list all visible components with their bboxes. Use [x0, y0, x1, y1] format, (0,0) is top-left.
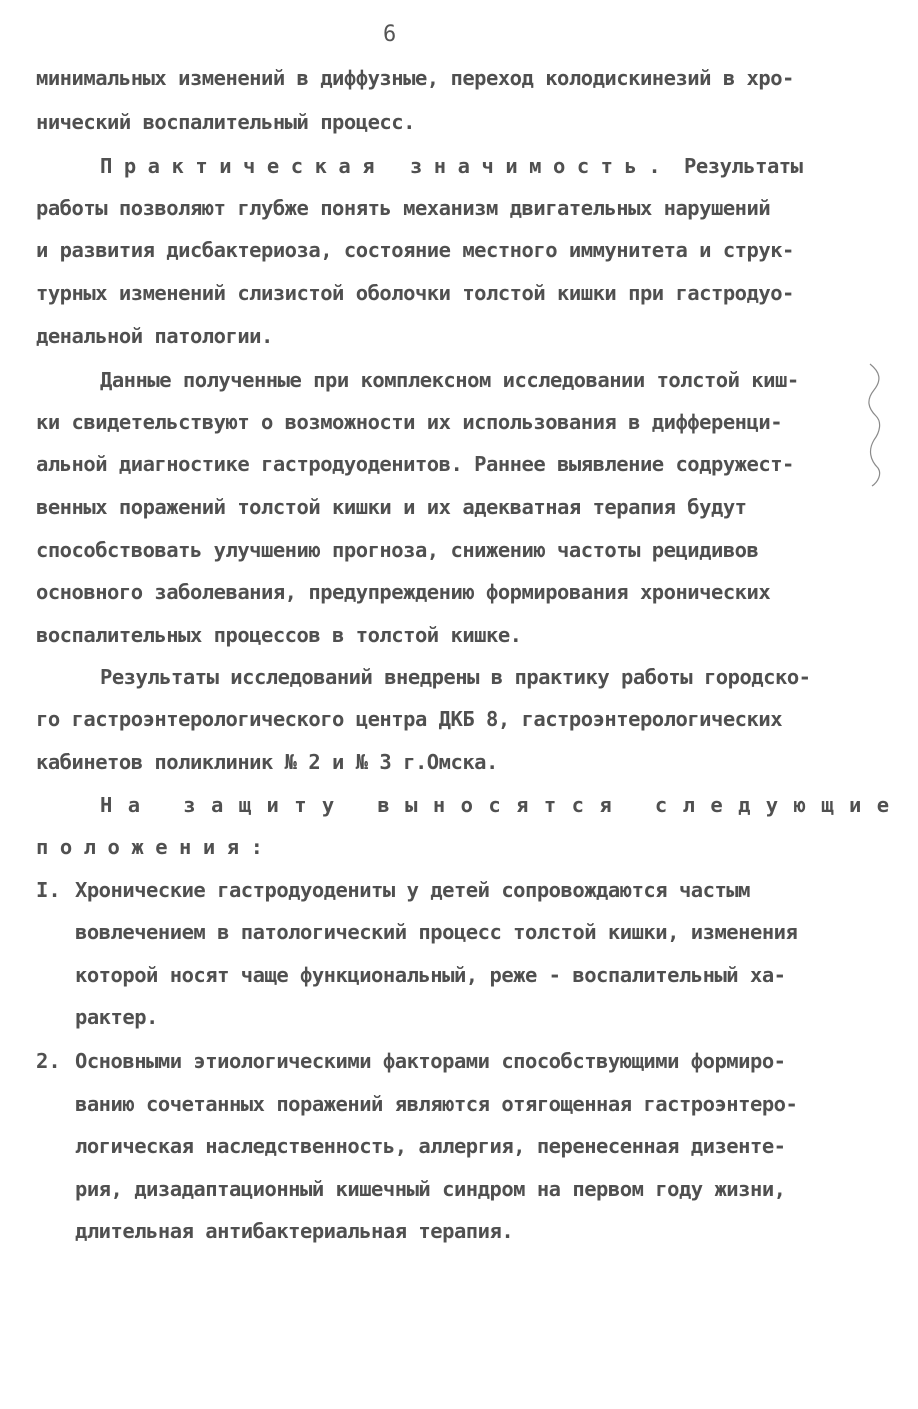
text-line: нический воспалительный процесс.	[36, 110, 415, 134]
text-line: Результаты исследований внедрены в практику работы городско-	[100, 665, 811, 689]
list-item-line: рия, дизадаптационный кишечный синдром на первом году жизни,	[75, 1177, 786, 1201]
list-item-line: длительная антибактериальная терапия.	[75, 1219, 514, 1243]
text-line: венных поражений толстой кишки и их адекватная терапия будут	[36, 495, 747, 519]
list-item-line: которой носят чаще функциональный, реже - воспалительный ха-	[75, 963, 786, 987]
list-item-number: I.	[36, 878, 61, 902]
list-item-line: Основными этиологическими факторами способствующими формиро-	[75, 1049, 786, 1073]
text-line: го гастроэнтерологического центра ДКБ 8, гастроэнтерологических	[36, 707, 783, 731]
practical-heading-tail: Результаты	[672, 154, 803, 178]
text-line: основного заболевания, предупреждению формирования хронических	[36, 580, 771, 604]
text-line: кабинетов поликлиник № 2 и № 3 г.Омска.	[36, 750, 498, 774]
list-item-line: логическая наследственность, аллергия, перенесенная дизенте-	[75, 1134, 786, 1158]
margin-bracket-mark	[862, 362, 886, 488]
defense-heading-cont: положения:	[36, 835, 275, 859]
practical-heading: Практическая значимость.	[100, 154, 673, 178]
text-line: способствовать улучшению прогноза, снижению частоты рецидивов	[36, 538, 759, 562]
text-line: воспалительных процессов в толстой кишке.	[36, 623, 522, 647]
text-line: Данные полученные при комплексном исследовании толстой киш-	[100, 368, 799, 392]
list-item-line: рактер.	[75, 1005, 158, 1029]
text-line: альной диагностике гастродуоденитов. Раннее выявление содружест-	[36, 452, 794, 476]
list-item-number: 2.	[36, 1049, 61, 1073]
text-line: работы позволяют глубже понять механизм двигательных нарушений	[36, 196, 771, 220]
list-item-line: вовлечением в патологический процесс толстой кишки, изменения	[75, 920, 798, 944]
text-line: денальной патологии.	[36, 324, 273, 348]
practical-heading-line	[100, 152, 802, 180]
defense-heading: На защиту выносятся следующие	[100, 793, 905, 817]
text-line: и развития дисбактериоза, состояние местного иммунитета и струк-	[36, 238, 794, 262]
list-item-line: Хронические гастродуодениты у детей сопровождаются частым	[75, 878, 750, 902]
text-line: ки свидетельствуют о возможности их использования в дифференци-	[36, 410, 783, 434]
text-line: турных изменений слизистой оболочки толстой кишки при гастродуо-	[36, 281, 794, 305]
page-number: 6	[383, 22, 397, 47]
list-item-line: ванию сочетанных поражений являются отягощенная гастроэнтеро-	[75, 1092, 798, 1116]
text-line: минимальных изменений в диффузные, переход колодискинезий в хро-	[36, 66, 794, 90]
